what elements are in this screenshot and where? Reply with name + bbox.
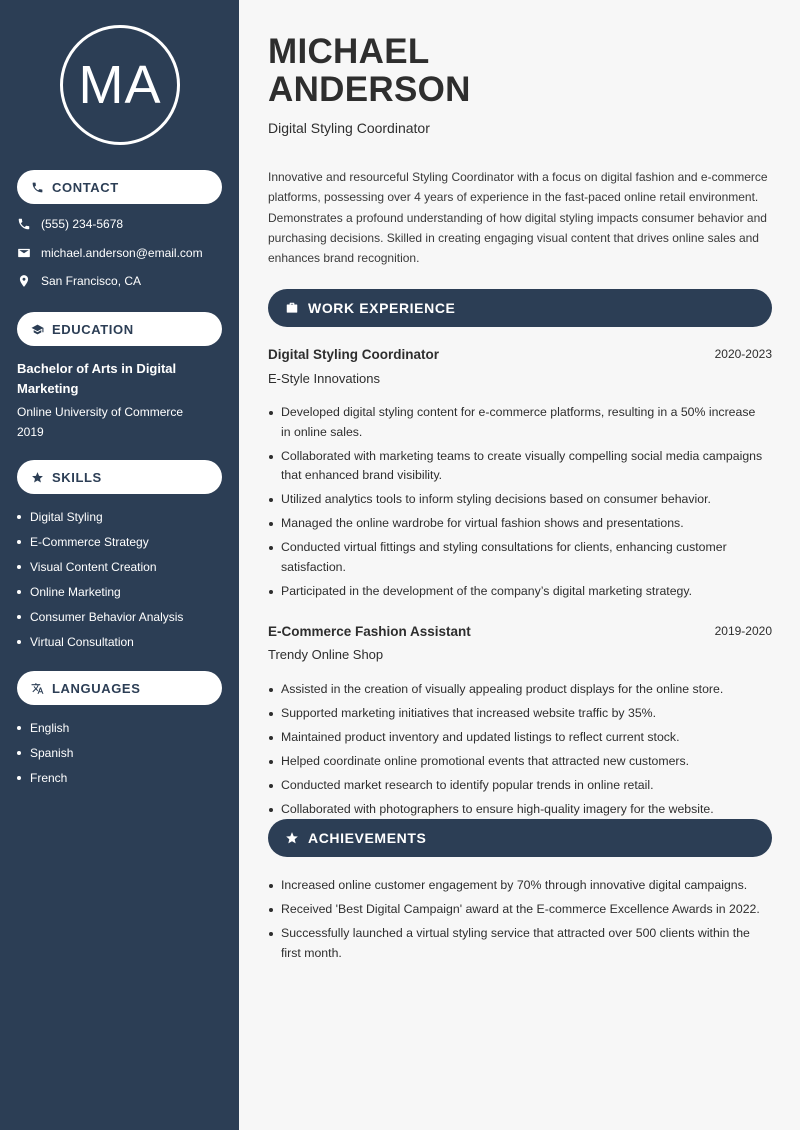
languages-list bbox=[17, 715, 73, 790]
profile-summary: Innovative and resourceful Styling Coordinator with a focus on digital fashion and e-commerce platforms, possessing over 4 years of experience in the fast-paced online retail environment. Demonstrates a profound understanding of how digital styling impacts consumer behavior and purchasing decisions. Skilled in creating engaging visual content that drives online sales and enhances brand recognition. bbox=[268, 170, 768, 266]
achievements-heading-label: ACHIEVEMENTS bbox=[308, 830, 427, 846]
list-item: Developed digital styling content for e-commerce platforms, resulting in a 50% increase in online sales. bbox=[268, 403, 768, 442]
list-item: Helped coordinate online promotional events that attracted new customers. bbox=[268, 752, 768, 772]
language-item: English bbox=[17, 715, 73, 740]
list-item: Increased online customer engagement by 70% through innovative digital campaigns. bbox=[268, 876, 768, 896]
skills-heading bbox=[17, 460, 222, 494]
briefcase-icon bbox=[285, 301, 299, 315]
list-item: Successfully launched a virtual styling service that attracted over 500 clients within the first month. bbox=[268, 924, 768, 963]
contact-heading-label: CONTACT bbox=[52, 179, 119, 195]
contact-email bbox=[17, 246, 203, 260]
job-bullet-list bbox=[268, 403, 768, 606]
languages-heading bbox=[17, 671, 222, 705]
achievements-heading bbox=[268, 819, 772, 857]
skill-item: Digital Styling bbox=[17, 504, 183, 529]
phone-number: (555) 234-5678 bbox=[41, 217, 124, 231]
job-company: Trendy Online Shop bbox=[268, 647, 384, 662]
work-experience-heading bbox=[268, 289, 772, 327]
monogram-avatar: MA bbox=[60, 25, 180, 145]
education-year: 2019 bbox=[17, 425, 44, 439]
skills-list bbox=[17, 504, 183, 654]
skill-item: Virtual Consultation bbox=[17, 629, 183, 654]
location-text: San Francisco, CA bbox=[41, 274, 142, 288]
contact-location bbox=[17, 274, 141, 288]
phone-icon bbox=[31, 181, 44, 194]
education-heading-label: EDUCATION bbox=[52, 321, 134, 337]
list-item: Participated in the development of the company’s digital marketing strategy. bbox=[268, 582, 768, 602]
job-title: E-Commerce Fashion Assistant bbox=[268, 624, 471, 639]
skill-item: Consumer Behavior Analysis bbox=[17, 604, 183, 629]
list-item: Supported marketing initiatives that increased website traffic by 35%. bbox=[268, 704, 768, 724]
list-item: Received 'Best Digital Campaign' award at the E-commerce Excellence Awards in 2022. bbox=[268, 900, 768, 920]
contact-phone bbox=[17, 217, 123, 231]
skill-item: Online Marketing bbox=[17, 579, 183, 604]
job-title: Digital Styling Coordinator bbox=[268, 347, 439, 362]
list-item: Conducted virtual fittings and styling consultations for clients, enhancing customer satisfaction. bbox=[268, 538, 768, 577]
sidebar bbox=[0, 0, 239, 1130]
mail-icon bbox=[17, 246, 31, 260]
phone-icon bbox=[17, 217, 31, 231]
list-item: Managed the online wardrobe for virtual fashion shows and presentations. bbox=[268, 514, 768, 534]
list-item: Assisted in the creation of visually appealing product displays for the online store. bbox=[268, 680, 768, 700]
list-item: Maintained product inventory and updated listings to reflect current stock. bbox=[268, 728, 768, 748]
name-last: ANDERSON bbox=[268, 70, 471, 109]
translate-icon bbox=[31, 682, 44, 695]
list-item: Conducted market research to identify popular trends in online retail. bbox=[268, 776, 768, 796]
star-icon bbox=[31, 471, 44, 484]
list-item: Utilized analytics tools to inform styling decisions based on consumer behavior. bbox=[268, 490, 768, 510]
job-dates: 2020-2023 bbox=[714, 347, 772, 361]
list-item: Collaborated with photographers to ensure high-quality imagery for the website. bbox=[268, 800, 768, 820]
candidate-name bbox=[268, 33, 471, 109]
job-role: Digital Styling Coordinator bbox=[268, 120, 430, 136]
skills-heading-label: SKILLS bbox=[52, 469, 102, 485]
star-icon bbox=[285, 831, 299, 845]
education-degree: Bachelor of Arts in Digital Marketing bbox=[17, 361, 177, 396]
location-pin-icon bbox=[17, 274, 31, 288]
achievements-list bbox=[268, 876, 768, 968]
language-item: French bbox=[17, 765, 73, 790]
skill-item: Visual Content Creation bbox=[17, 554, 183, 579]
languages-heading-label: LANGUAGES bbox=[52, 680, 141, 696]
list-item: Collaborated with marketing teams to create visually compelling social media campaigns that enhanced brand visibility. bbox=[268, 447, 768, 486]
work-experience-heading-label: WORK EXPERIENCE bbox=[308, 300, 456, 316]
skill-item: E-Commerce Strategy bbox=[17, 529, 183, 554]
job-bullet-list bbox=[268, 680, 768, 824]
email-address: michael.anderson@email.com bbox=[41, 246, 203, 260]
name-first: MICHAEL bbox=[268, 32, 430, 71]
language-item: Spanish bbox=[17, 740, 73, 765]
job-company: E-Style Innovations bbox=[268, 371, 381, 386]
education-heading bbox=[17, 312, 222, 346]
graduation-cap-icon bbox=[31, 323, 44, 336]
contact-heading bbox=[17, 170, 222, 204]
job-dates: 2019-2020 bbox=[714, 624, 772, 638]
education-school: Online University of Commerce bbox=[17, 405, 184, 419]
